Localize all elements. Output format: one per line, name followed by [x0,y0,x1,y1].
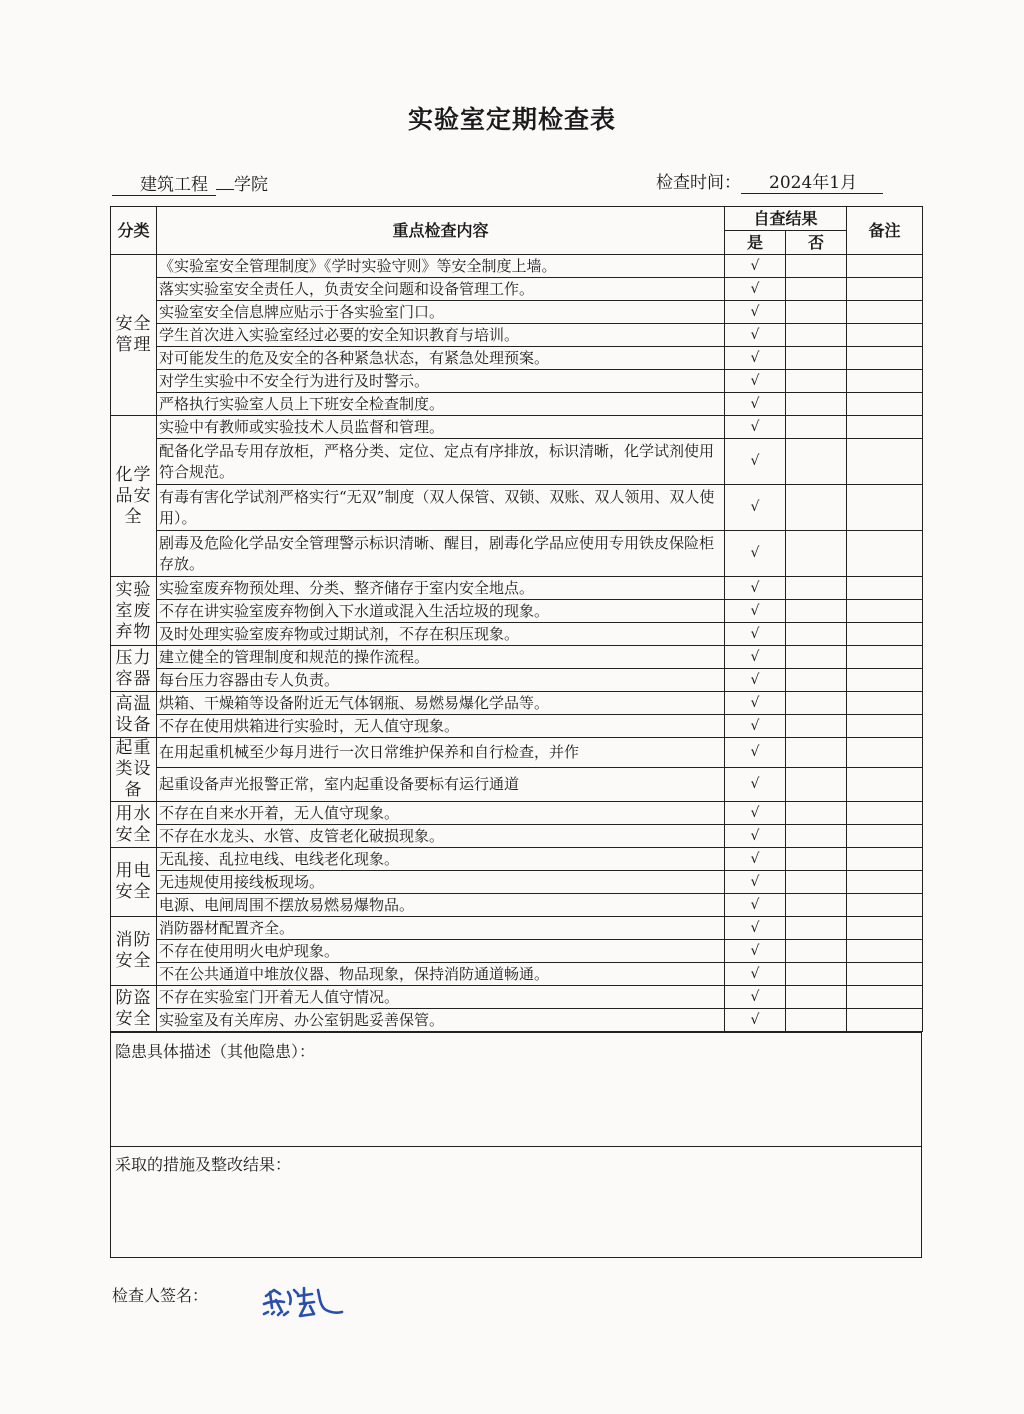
college-line [112,170,268,196]
table-row [111,738,923,768]
table-row [111,347,923,370]
remarks-cell [847,825,923,848]
yes-check-mark: √ [725,485,786,531]
no-cell [786,715,847,738]
remarks-cell [847,738,923,768]
remarks-cell [847,848,923,871]
no-cell [786,917,847,940]
no-cell [786,738,847,768]
yes-check-mark: √ [725,767,786,801]
date-value: 2024年1月 [741,168,883,194]
yes-check-mark: √ [725,370,786,393]
no-cell [786,986,847,1009]
yes-check-mark: √ [725,894,786,917]
yes-check-mark: √ [725,986,786,1009]
table-row [111,871,923,894]
yes-check-mark: √ [725,1009,786,1032]
remarks-cell [847,416,923,439]
table-row [111,848,923,871]
category-cell: 实验室废弃物 [111,577,157,646]
no-cell [786,600,847,623]
yes-check-mark: √ [725,692,786,715]
table-row [111,715,923,738]
yes-check-mark: √ [725,917,786,940]
category-cell: 起重类设备 [111,738,157,802]
check-item: 不存在使用明火电炉现象。 [157,940,725,963]
yes-check-mark: √ [725,871,786,894]
yes-check-mark: √ [725,278,786,301]
signature-label: 检查人签名： [112,1286,209,1305]
check-item: 不存在实验室门开着无人值守情况。 [157,986,725,1009]
table-row [111,767,923,801]
table-row [111,416,923,439]
table-row [111,1009,923,1032]
table-row [111,485,923,531]
yes-check-mark: √ [725,802,786,825]
table-row [111,623,923,646]
remarks-cell [847,393,923,416]
yes-check-mark: √ [725,963,786,986]
check-item: 有毒有害化学试剂严格实行“无双”制度（双人保管、双锁、双账、双人领用、双人使用）。 [157,485,725,531]
table-row [111,600,923,623]
check-item: 对可能发生的危及安全的各种紧急状态，有紧急处理预案。 [157,347,725,370]
no-cell [786,848,847,871]
category-cell: 高温设备 [111,692,157,738]
hidden-danger-box [110,1032,922,1147]
category-cell: 消防安全 [111,917,157,986]
no-cell [786,324,847,347]
check-item: 学生首次进入实验室经过必要的安全知识教育与培训。 [157,324,725,347]
check-item: 烘箱、干燥箱等设备附近无气体钢瓶、易燃易爆化学品等。 [157,692,725,715]
check-item: 不存在自来水开着，无人值守现象。 [157,802,725,825]
no-cell [786,825,847,848]
category-cell: 化学品安全 [111,416,157,577]
check-item: 不存在讲实验室废弃物倒入下水道或混入生活垃圾的现象。 [157,600,725,623]
yes-check-mark: √ [725,940,786,963]
table-row [111,577,923,600]
check-item: 无违规使用接线板现场。 [157,871,725,894]
check-item: 《实验室安全管理制度》《学时实验守则》等安全制度上墙。 [157,255,725,278]
remarks-cell [847,301,923,324]
remarks-cell [847,669,923,692]
check-item: 实验室安全信息牌应贴示于各实验室门口。 [157,301,725,324]
table-row [111,963,923,986]
table-row [111,802,923,825]
no-cell [786,393,847,416]
yes-check-mark: √ [725,848,786,871]
category-cell: 压力容器 [111,646,157,692]
yes-check-mark: √ [725,738,786,768]
table-row [111,531,923,577]
no-cell [786,531,847,577]
remarks-cell [847,278,923,301]
no-cell [786,692,847,715]
check-item: 配备化学品专用存放柜，严格分类、定位、定点有序排放，标识清晰，化学试剂使用符合规范。 [157,439,725,485]
no-cell [786,301,847,324]
header-self-check: 自查结果 [725,207,847,231]
check-item: 不存在水龙头、水管、皮管老化破损现象。 [157,825,725,848]
table-row [111,825,923,848]
check-item: 在用起重机械至少每月进行一次日常维护保养和自行检查，并作 [157,738,725,768]
remarks-cell [847,485,923,531]
inspection-table [110,206,923,1032]
remarks-cell [847,600,923,623]
remarks-cell [847,623,923,646]
remarks-cell [847,370,923,393]
no-cell [786,940,847,963]
hidden-danger-label: 隐患具体描述（其他隐患）： [115,1042,316,1061]
remarks-cell [847,715,923,738]
remarks-cell [847,439,923,485]
yes-check-mark: √ [725,646,786,669]
signature [260,1282,360,1326]
table-row [111,439,923,485]
remarks-cell [847,871,923,894]
category-cell: 防盗安全 [111,986,157,1032]
no-cell [786,623,847,646]
category-cell: 用电安全 [111,848,157,917]
remarks-cell [847,577,923,600]
header-no: 否 [786,231,847,255]
no-cell [786,278,847,301]
category-cell: 安全管理 [111,255,157,416]
no-cell [786,485,847,531]
check-item: 落实实验室安全责任人，负责安全问题和设备管理工作。 [157,278,725,301]
yes-check-mark: √ [725,324,786,347]
check-item: 剧毒及危险化学品安全管理警示标识清晰、醒目，剧毒化学品应使用专用铁皮保险柜存放。 [157,531,725,577]
table-row [111,255,923,278]
remarks-cell [847,986,923,1009]
no-cell [786,767,847,801]
no-cell [786,669,847,692]
header-category: 分类 [111,207,157,255]
yes-check-mark: √ [725,825,786,848]
no-cell [786,963,847,986]
no-cell [786,439,847,485]
no-cell [786,416,847,439]
table-row [111,986,923,1009]
inspection-date [656,168,883,194]
check-item: 起重设备声光报警正常，室内起重设备要标有运行通道 [157,767,725,801]
check-item: 无乱接、乱拉电线、电线老化现象。 [157,848,725,871]
table-row [111,669,923,692]
remarks-cell [847,940,923,963]
college-suffix: 学院 [234,175,268,195]
yes-check-mark: √ [725,577,786,600]
remarks-cell [847,531,923,577]
yes-check-mark: √ [725,347,786,370]
table-row [111,301,923,324]
check-item: 每台压力容器由专人负责。 [157,669,725,692]
header-yes: 是 [725,231,786,255]
signature-image [260,1282,360,1322]
check-item: 实验室及有关库房、办公室钥匙妥善保管。 [157,1009,725,1032]
remarks-cell [847,963,923,986]
page-title: 实验室定期检查表 [407,105,616,134]
check-item: 严格执行实验室人员上下班安全检查制度。 [157,393,725,416]
remarks-cell [847,894,923,917]
remarks-cell [847,692,923,715]
remarks-cell [847,324,923,347]
check-item: 实验室废弃物预处理、分类、整齐储存于室内安全地点。 [157,577,725,600]
yes-check-mark: √ [725,600,786,623]
yes-check-mark: √ [725,715,786,738]
header-remarks: 备注 [847,207,923,255]
yes-check-mark: √ [725,531,786,577]
table-row [111,894,923,917]
check-item: 对学生实验中不安全行为进行及时警示。 [157,370,725,393]
remarks-cell [847,1009,923,1032]
remarks-cell [847,802,923,825]
table-row [111,393,923,416]
check-item: 不在公共通道中堆放仪器、物品现象，保持消防通道畅通。 [157,963,725,986]
yes-check-mark: √ [725,623,786,646]
check-item: 建立健全的管理制度和规范的操作流程。 [157,646,725,669]
table-row [111,692,923,715]
date-label: 检查时间： [656,173,741,193]
no-cell [786,1009,847,1032]
yes-check-mark: √ [725,416,786,439]
no-cell [786,577,847,600]
measures-label: 采取的措施及整改结果： [115,1155,292,1174]
no-cell [786,347,847,370]
remarks-cell [847,255,923,278]
yes-check-mark: √ [725,255,786,278]
table-row [111,646,923,669]
no-cell [786,370,847,393]
check-item: 消防器材配置齐全。 [157,917,725,940]
no-cell [786,255,847,278]
table-row [111,917,923,940]
remarks-cell [847,347,923,370]
remarks-cell [847,646,923,669]
header-content: 重点检查内容 [157,207,725,255]
check-item: 及时处理实验室废弃物或过期试剂，不存在积压现象。 [157,623,725,646]
check-item: 不存在使用烘箱进行实验时，无人值守现象。 [157,715,725,738]
yes-check-mark: √ [725,393,786,416]
measures-box [110,1146,922,1258]
check-item: 实验中有教师或实验技术人员监督和管理。 [157,416,725,439]
no-cell [786,894,847,917]
category-cell: 用水安全 [111,802,157,848]
yes-check-mark: √ [725,301,786,324]
college-name: 建筑工程 [112,170,216,196]
no-cell [786,646,847,669]
table-row [111,370,923,393]
remarks-cell [847,917,923,940]
yes-check-mark: √ [725,669,786,692]
check-item: 电源、电闸周围不摆放易燃易爆物品。 [157,894,725,917]
remarks-cell [847,767,923,801]
yes-check-mark: √ [725,439,786,485]
no-cell [786,802,847,825]
table-row [111,940,923,963]
no-cell [786,871,847,894]
table-row [111,278,923,301]
table-row [111,324,923,347]
